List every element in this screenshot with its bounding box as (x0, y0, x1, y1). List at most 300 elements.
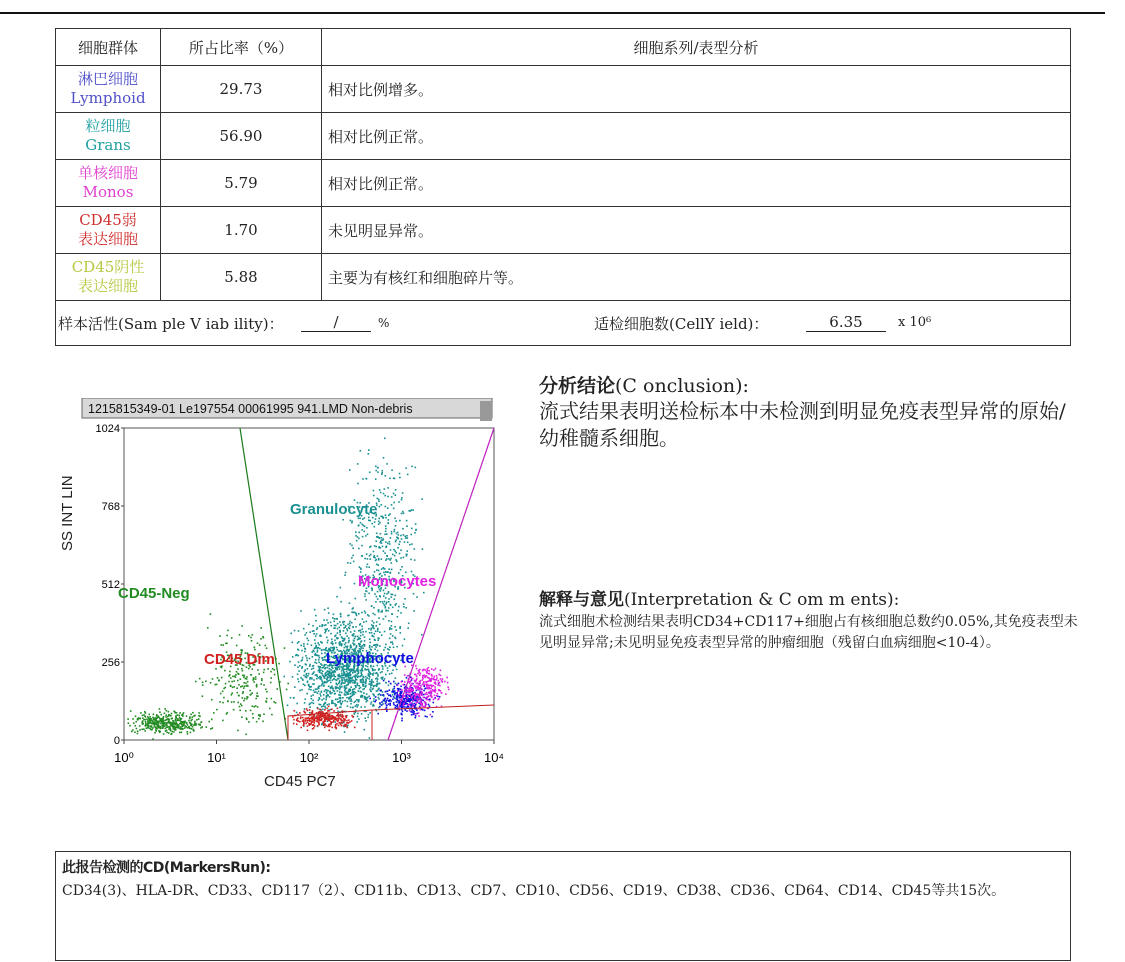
event-dot (313, 668, 315, 670)
y-tick-label: 768 (101, 501, 120, 513)
event-dot (362, 478, 364, 480)
event-dot (322, 667, 324, 669)
event-dot (183, 712, 185, 714)
event-dot (368, 449, 370, 451)
event-dot (324, 678, 326, 680)
event-dot (318, 670, 320, 672)
event-dot (358, 638, 360, 640)
event-dot (314, 662, 316, 664)
event-dot (340, 613, 342, 615)
event-dot (336, 618, 338, 620)
event-dot (422, 684, 424, 686)
event-dot (406, 554, 408, 556)
event-dot (309, 704, 311, 706)
event-dot (369, 672, 371, 674)
event-dot (419, 669, 421, 671)
event-dot (346, 635, 348, 637)
event-dot (375, 701, 377, 703)
event-dot (194, 722, 196, 724)
event-dot (350, 690, 352, 692)
event-dot (378, 610, 380, 612)
event-dot (237, 702, 239, 704)
event-dot (192, 712, 194, 714)
event-dot (398, 610, 400, 612)
header-analysis: 细胞系列/表型分析 (322, 29, 1071, 66)
event-dot (206, 726, 208, 728)
event-dot (305, 664, 307, 666)
event-dot (381, 671, 383, 673)
event-dot (401, 681, 403, 683)
event-dot (371, 632, 373, 634)
event-dot (263, 637, 265, 639)
event-dot (336, 680, 338, 682)
event-dot (220, 693, 222, 695)
event-dot (263, 684, 265, 686)
event-dot (145, 719, 147, 721)
event-dot (415, 704, 417, 706)
event-dot (426, 684, 428, 686)
event-dot (259, 714, 261, 716)
event-dot (421, 634, 423, 636)
event-dot (421, 694, 423, 696)
event-dot (352, 680, 354, 682)
event-dot (379, 601, 381, 603)
event-dot (355, 701, 357, 703)
event-dot (265, 645, 267, 647)
event-dot (375, 518, 377, 520)
event-dot (370, 554, 372, 556)
event-dot (383, 595, 385, 597)
event-dot (350, 693, 352, 695)
event-dot (368, 696, 370, 698)
event-dot (429, 673, 431, 675)
event-dot (165, 730, 167, 732)
event-dot (440, 690, 442, 692)
event-dot (222, 702, 224, 704)
event-dot (426, 671, 428, 673)
event-dot (239, 634, 241, 636)
event-dot (406, 525, 408, 527)
event-dot (193, 730, 195, 732)
event-dot (344, 731, 346, 733)
event-dot (415, 705, 417, 707)
event-dot (193, 724, 195, 726)
event-dot (373, 490, 375, 492)
event-dot (313, 690, 315, 692)
event-dot (337, 669, 339, 671)
event-dot (414, 532, 416, 534)
event-dot (255, 705, 257, 707)
event-dot (405, 696, 407, 698)
event-dot (419, 709, 421, 711)
event-dot (401, 497, 403, 499)
event-dot (287, 705, 289, 707)
event-dot (327, 690, 329, 692)
event-dot (349, 678, 351, 680)
event-dot (381, 701, 383, 703)
event-dot (324, 691, 326, 693)
event-dot (241, 716, 243, 718)
event-dot (415, 523, 417, 525)
event-dot (355, 685, 357, 687)
event-dot (311, 644, 313, 646)
event-dot (360, 632, 362, 634)
event-dot (416, 683, 418, 685)
event-dot (142, 717, 144, 719)
event-dot (404, 638, 406, 640)
event-dot (395, 539, 397, 541)
population-name: 粒细胞 Grans (56, 113, 161, 160)
event-dot (369, 546, 371, 548)
event-dot (307, 643, 309, 645)
event-dot (321, 699, 323, 701)
event-dot (390, 633, 392, 635)
event-dot (331, 669, 333, 671)
event-dot (416, 675, 418, 677)
event-dot (342, 677, 344, 679)
event-dot (415, 717, 417, 719)
event-dot (378, 558, 380, 560)
event-dot (305, 676, 307, 678)
event-dot (180, 722, 182, 724)
event-dot (169, 728, 171, 730)
event-dot (357, 639, 359, 641)
event-dot (178, 719, 180, 721)
event-dot (376, 684, 378, 686)
event-dot (323, 724, 325, 726)
event-dot (433, 685, 435, 687)
event-dot (387, 610, 389, 612)
event-dot (373, 698, 375, 700)
event-dot (252, 713, 254, 715)
event-dot (229, 674, 231, 676)
event-dot (293, 723, 295, 725)
event-dot (339, 722, 341, 724)
event-dot (334, 676, 336, 678)
event-dot (409, 710, 411, 712)
event-dot (217, 677, 219, 679)
event-dot (330, 717, 332, 719)
event-dot (331, 700, 333, 702)
event-dot (397, 704, 399, 706)
event-dot (324, 720, 326, 722)
event-dot (392, 613, 394, 615)
event-dot (393, 502, 395, 504)
event-dot (227, 630, 229, 632)
event-dot (342, 519, 344, 521)
event-dot (400, 557, 402, 559)
event-dot (159, 708, 161, 710)
event-dot (318, 721, 320, 723)
event-dot (270, 671, 272, 673)
event-dot (401, 695, 403, 697)
event-dot (361, 529, 363, 531)
event-dot (385, 609, 387, 611)
event-dot (405, 703, 407, 705)
event-dot (336, 637, 338, 639)
event-dot (309, 631, 311, 633)
event-dot (363, 679, 365, 681)
event-dot (383, 538, 385, 540)
event-dot (387, 690, 389, 692)
event-dot (440, 675, 442, 677)
event-dot (391, 596, 393, 598)
event-dot (256, 685, 258, 687)
event-dot (404, 706, 406, 708)
event-dot (387, 693, 389, 695)
event-dot (247, 696, 249, 698)
event-dot (415, 686, 417, 688)
event-dot (375, 540, 377, 542)
event-dot (240, 686, 242, 688)
event-dot (411, 714, 413, 716)
event-dot (383, 618, 385, 620)
event-dot (343, 718, 345, 720)
event-dot (308, 719, 310, 721)
event-dot (418, 694, 420, 696)
event-dot (307, 721, 309, 723)
event-dot (361, 713, 363, 715)
event-dot (417, 696, 419, 698)
event-dot (389, 638, 391, 640)
event-dot (422, 679, 424, 681)
event-dot (296, 723, 298, 725)
event-dot (373, 672, 375, 674)
event-dot (374, 593, 376, 595)
event-dot (317, 642, 319, 644)
event-dot (417, 688, 419, 690)
event-dot (394, 555, 396, 557)
event-dot (243, 687, 245, 689)
event-dot (381, 537, 383, 539)
event-dot (437, 693, 439, 695)
event-dot (356, 699, 358, 701)
event-dot (338, 701, 340, 703)
event-dot (350, 699, 352, 701)
event-dot (335, 699, 337, 701)
event-dot (375, 466, 377, 468)
event-dot (387, 667, 389, 669)
event-dot (365, 478, 367, 480)
event-dot (334, 647, 336, 649)
event-dot (382, 516, 384, 518)
event-dot (323, 704, 325, 706)
event-dot (347, 630, 349, 632)
event-dot (339, 641, 341, 643)
event-dot (278, 663, 280, 665)
event-dot (339, 643, 341, 645)
event-dot (163, 725, 165, 727)
event-dot (391, 621, 393, 623)
event-dot (352, 608, 354, 610)
event-dot (313, 679, 315, 681)
event-dot (337, 718, 339, 720)
event-dot (398, 694, 400, 696)
event-dot (388, 620, 390, 622)
event-dot (330, 682, 332, 684)
event-dot (388, 568, 390, 570)
event-dot (408, 698, 410, 700)
event-dot (386, 704, 388, 706)
event-dot (320, 714, 322, 716)
event-dot (250, 637, 252, 639)
event-dot (334, 719, 336, 721)
event-dot (284, 647, 286, 649)
event-dot (162, 723, 164, 725)
event-dot (425, 693, 427, 695)
event-dot (243, 700, 245, 702)
event-dot (312, 694, 314, 696)
event-dot (377, 639, 379, 641)
event-dot (390, 683, 392, 685)
event-dot (297, 717, 299, 719)
event-dot (237, 668, 239, 670)
event-dot (344, 681, 346, 683)
event-dot (143, 719, 145, 721)
event-dot (298, 630, 300, 632)
event-dot (151, 718, 153, 720)
event-dot (237, 680, 239, 682)
event-dot (366, 566, 368, 568)
event-dot (321, 706, 323, 708)
table-row (56, 254, 1071, 301)
event-dot (330, 622, 332, 624)
event-dot (415, 713, 417, 715)
event-dot (327, 708, 329, 710)
event-dot (321, 673, 323, 675)
event-dot (339, 691, 341, 693)
event-dot (356, 613, 358, 615)
population-analysis: 未见明显异常。 (322, 207, 1071, 254)
event-dot (329, 679, 331, 681)
event-dot (385, 603, 387, 605)
event-dot (368, 678, 370, 680)
event-dot (352, 716, 354, 718)
event-dot (316, 654, 318, 656)
event-dot (352, 635, 354, 637)
event-dot (283, 676, 285, 678)
event-dot (308, 624, 310, 626)
event-dot (323, 698, 325, 700)
markers-title: 此报告检测的CD(MarkersRun): (62, 860, 271, 876)
event-dot (306, 718, 308, 720)
x-tick-label: 10² (299, 750, 319, 765)
event-dot (369, 737, 371, 739)
event-dot (382, 668, 384, 670)
event-dot (361, 626, 363, 628)
event-dot (364, 596, 366, 598)
event-dot (386, 601, 388, 603)
event-dot (328, 706, 330, 708)
event-dot (142, 723, 144, 725)
event-dot (357, 716, 359, 718)
event-dot (404, 695, 406, 697)
event-dot (372, 668, 374, 670)
event-dot (434, 695, 436, 697)
event-dot (404, 541, 406, 543)
event-dot (375, 646, 377, 648)
event-dot (238, 695, 240, 697)
event-dot (401, 692, 403, 694)
event-dot (351, 522, 353, 524)
event-dot (411, 528, 413, 530)
event-dot (391, 562, 393, 564)
event-dot (423, 685, 425, 687)
event-dot (301, 660, 303, 662)
event-dot (349, 621, 351, 623)
event-dot (412, 689, 414, 691)
event-dot (400, 686, 402, 688)
event-dot (426, 681, 428, 683)
event-dot (171, 731, 173, 733)
event-dot (309, 724, 311, 726)
event-dot (364, 644, 366, 646)
event-dot (387, 507, 389, 509)
event-dot (256, 692, 258, 694)
event-dot (351, 557, 353, 559)
event-dot (408, 704, 410, 706)
event-dot (150, 729, 152, 731)
event-dot (379, 631, 381, 633)
event-dot (330, 723, 332, 725)
event-dot (234, 675, 236, 677)
event-dot (318, 662, 320, 664)
event-dot (321, 677, 323, 679)
x-tick-label: 10⁴ (483, 750, 505, 765)
event-dot (247, 685, 249, 687)
event-dot (161, 718, 163, 720)
event-dot (447, 682, 449, 684)
event-dot (294, 686, 296, 688)
event-dot (349, 602, 351, 604)
event-dot (382, 517, 384, 519)
event-dot (344, 679, 346, 681)
event-dot (315, 688, 317, 690)
event-dot (415, 467, 417, 469)
event-dot (388, 598, 390, 600)
event-dot (377, 564, 379, 566)
event-dot (324, 609, 326, 611)
event-dot (397, 688, 399, 690)
event-dot (331, 672, 333, 674)
event-dot (340, 601, 342, 603)
cd45neg-label: CD45-Neg (118, 585, 190, 602)
event-dot (381, 542, 383, 544)
event-dot (419, 699, 421, 701)
event-dot (339, 706, 341, 708)
event-dot (305, 723, 307, 725)
header-population: 细胞群体 (56, 29, 161, 66)
event-dot (361, 612, 363, 614)
event-dot (147, 723, 149, 725)
event-dot (225, 683, 227, 685)
event-dot (346, 727, 348, 729)
event-dot (311, 695, 313, 697)
event-dot (322, 670, 324, 672)
event-dot (425, 669, 427, 671)
event-dot (404, 674, 406, 676)
event-dot (383, 550, 385, 552)
event-dot (407, 675, 409, 677)
event-dot (321, 685, 323, 687)
event-dot (146, 718, 148, 720)
event-dot (213, 712, 215, 714)
event-dot (376, 569, 378, 571)
event-dot (428, 704, 430, 706)
event-dot (297, 642, 299, 644)
event-dot (156, 717, 158, 719)
event-dot (352, 689, 354, 691)
